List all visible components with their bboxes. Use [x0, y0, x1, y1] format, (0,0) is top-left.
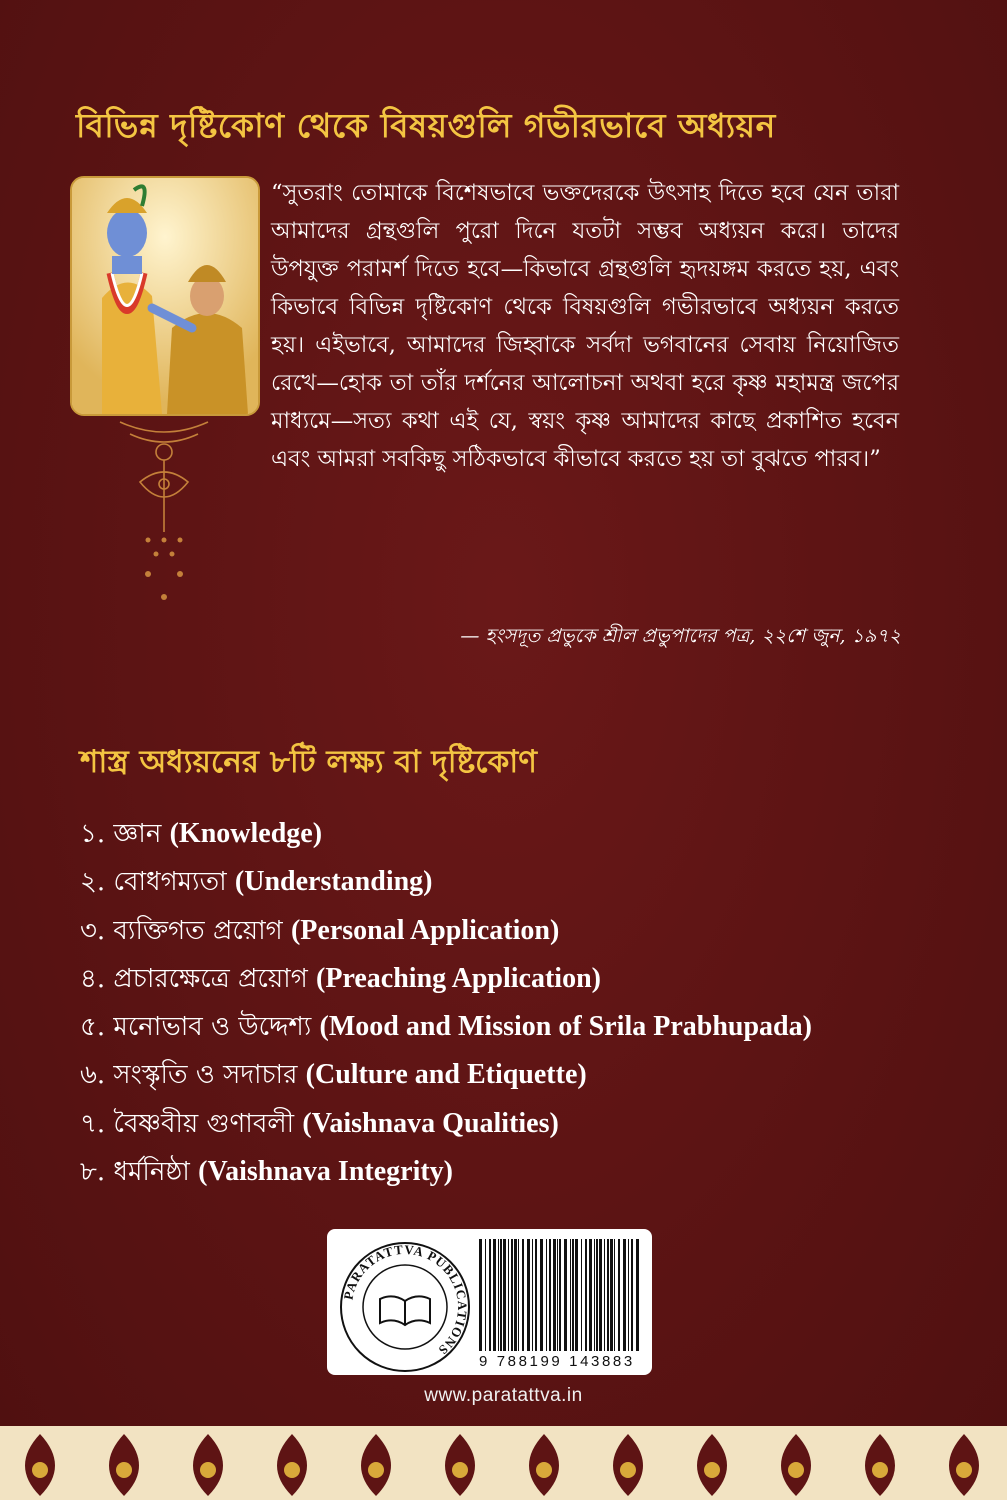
decorative-ornament — [110, 412, 218, 607]
border-dot — [956, 1462, 972, 1478]
list-item: ২. বোধগম্যতা (Understanding) — [80, 866, 433, 898]
list-item: ৭. বৈষ্ণবীয় গুণাবলী (Vaishnava Qualities) — [80, 1107, 559, 1139]
barcode-bar — [518, 1239, 519, 1351]
barcode-bar — [557, 1239, 558, 1351]
border-dot — [872, 1462, 888, 1478]
border-dot — [452, 1462, 468, 1478]
barcode-bar — [511, 1239, 513, 1351]
barcode-bar — [549, 1239, 551, 1351]
barcode-bar — [522, 1239, 524, 1351]
list-item: ১. জ্ঞান (Knowledge) — [80, 818, 323, 849]
barcode-bar — [572, 1239, 574, 1351]
barcode-bar — [503, 1239, 506, 1351]
border-dot — [200, 1462, 216, 1478]
barcode-bar — [618, 1239, 620, 1351]
publisher-logo — [335, 1237, 475, 1377]
barcode-bar — [623, 1239, 626, 1351]
border-dot — [368, 1462, 384, 1478]
barcode-bar — [564, 1239, 567, 1351]
list-heading: শাস্ত্র অধ্যয়নের ৮টি লক্ষ্য বা দৃষ্টিকোণ — [80, 744, 538, 780]
barcode-bar — [581, 1239, 582, 1351]
barcode-bar — [500, 1239, 502, 1351]
barcode-panel — [327, 1229, 652, 1375]
barcode-bar — [498, 1239, 499, 1351]
barcode-bar — [527, 1239, 530, 1351]
barcode-bar — [540, 1239, 543, 1351]
barcode-bar — [514, 1239, 517, 1351]
quote-attribution: — হংসদূত প্রভুকে শ্রীল প্রভুপাদের পত্র, ২২শে জুন, ১৯৭২ — [460, 625, 901, 647]
barcode-bar — [485, 1239, 486, 1351]
border-dot — [284, 1462, 300, 1478]
list-item: ৪. প্রচারক্ষেত্রে প্রয়োগ (Preaching Application) — [80, 962, 601, 994]
isbn-barcode — [477, 1239, 643, 1355]
barcode-bar — [559, 1239, 561, 1351]
barcode-bar — [610, 1239, 613, 1351]
list-item: ৬. সংস্কৃতি ও সদাচার (Culture and Etiquette) — [80, 1059, 587, 1091]
isbn-number: 9 788199 143883 — [479, 1353, 635, 1370]
barcode-bar — [614, 1239, 615, 1351]
decorative-border — [0, 1426, 1007, 1500]
barcode-bar — [589, 1239, 592, 1351]
border-dot — [788, 1462, 804, 1478]
border-dot — [116, 1462, 132, 1478]
website-url[interactable]: www.paratattva.in — [424, 1385, 583, 1406]
barcode-bar — [631, 1239, 633, 1351]
study-goals-list — [80, 810, 812, 1196]
barcode-bar — [585, 1239, 587, 1351]
prabhupada-quote: “সুতরাং তোমাকে বিশেষভাবে ভক্তদেরকে উৎসাহ দিতে হবে যেন তারা আমাদের গ্রন্থগুলি পুরো দিনে যতটা সম্ভব অধ্যয়ন করে। তাদের উপযুক্ত পরামর্শ দিতে হবে—কিভাবে গ্রন্থগুলি হৃদয়ঙ্গম করতে হয়, এবং কিভাবে বিভিন্ন দৃষ্টিকোণ থেকে বিষয়গুলি গভীরভাবে অধ্যয়ন করতে হয়। এইভাবে, আমাদের জিহ্বাকে সর্বদা ভগবানের সেবায় নিয়োজিত রেখে—হোক তা তাঁর দর্শনের আলোচনা অথবা হরে কৃষ্ণ মহামন্ত্র জপের মাধ্যমে—সত্য কথা এই যে, স্বয়ং কৃষ্ণ আমাদের কাছে প্রকাশিত হবেন এবং আমরা সবকিছু সঠিকভাবে কীভাবে করতে হয় তা বুঝতে পারব।” — [271, 180, 899, 472]
border-dot — [704, 1462, 720, 1478]
border-dot — [620, 1462, 636, 1478]
barcode-bar — [594, 1239, 595, 1351]
barcode-bar — [628, 1239, 629, 1351]
section-heading: বিভিন্ন দৃষ্টিকোণ থেকে বিষয়গুলি গভীরভাবে অধ্যয়ন — [76, 106, 776, 145]
barcode-bar — [535, 1239, 537, 1351]
border-dot — [32, 1462, 48, 1478]
krishna-arjuna-illustration — [70, 176, 260, 416]
barcode-bar — [532, 1239, 533, 1351]
barcode-bar — [553, 1239, 556, 1351]
barcode-bar — [570, 1239, 571, 1351]
barcode-bar — [596, 1239, 598, 1351]
barcode-bar — [493, 1239, 496, 1351]
barcode-bar — [479, 1239, 482, 1351]
barcode-bar — [604, 1239, 605, 1351]
barcode-bar — [607, 1239, 609, 1351]
svg-text:PARATATTVA PUBLICATIONS: PARATATTVA PUBLICATIONS — [340, 1241, 471, 1359]
list-item: ৫. মনোভাব ও উদ্দেশ্য (Mood and Mission of Srila Prabhupada) — [80, 1011, 812, 1043]
barcode-bar — [508, 1239, 509, 1351]
border-dot — [536, 1462, 552, 1478]
list-item: ৮. ধর্মনিষ্ঠা (Vaishnava Integrity) — [80, 1156, 453, 1188]
barcode-bar — [489, 1239, 491, 1351]
barcode-bar — [575, 1239, 578, 1351]
list-item: ৩. ব্যক্তিগত প্রয়োগ (Personal Application) — [80, 914, 560, 946]
barcode-bar — [599, 1239, 602, 1351]
barcode-bar — [546, 1239, 547, 1351]
barcode-bar — [636, 1239, 639, 1351]
